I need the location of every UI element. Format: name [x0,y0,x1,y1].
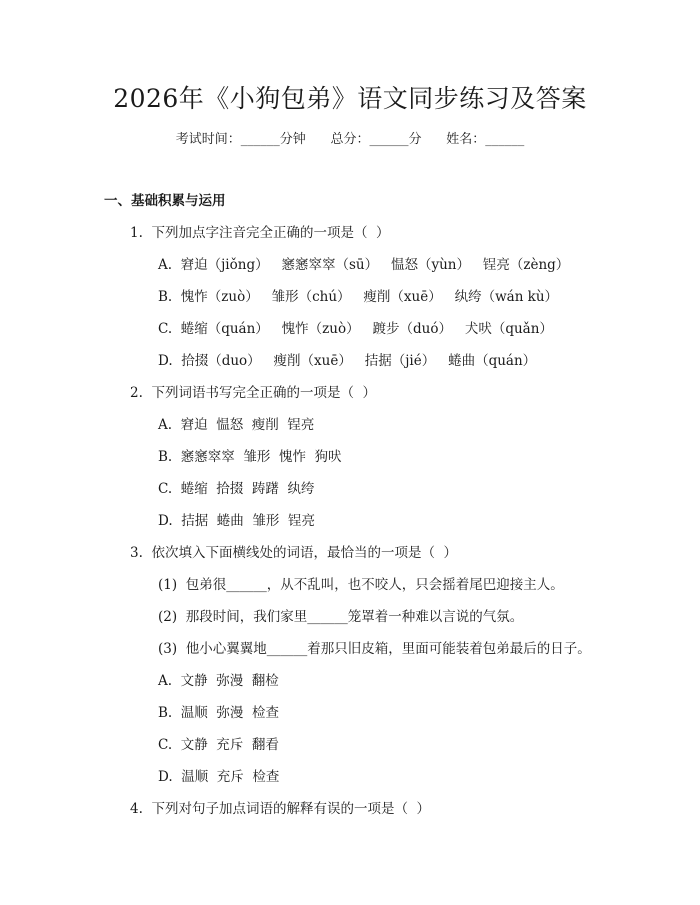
question-1-option-d: D. 拾掇（duo） 瘦削（xuē） 拮据（jié） 蜷曲（quán） [158,353,537,369]
exam-info-line: 考试时间：______分钟 总分：______分 姓名：______ [175,132,525,147]
question-2-stem: 2. 下列词语书写完全正确的一项是（ ） [130,385,377,401]
question-1-option-a: A. 窘迫（jiǒng） 窸窸窣窣（sū） 愠怒（yùn） 锃亮（zèng） [158,257,570,273]
question-3-sentence-2: (2) 那段时间，我们家里______笼罩着一种难以言说的气氛。 [158,609,524,625]
question-1-stem: 1. 下列加点字注音完全正确的一项是（ ） [130,225,390,241]
section-heading: 一、基础积累与运用 [104,193,226,209]
document-title: 2026年《小狗包弟》语文同步练习及答案 [113,84,587,113]
question-2-option-d: D. 拮据 蜷曲 雏形 锃亮 [158,513,315,529]
question-3-option-b: B. 温顺 弥漫 检查 [158,705,279,721]
question-3-stem: 3. 依次填入下面横线处的词语，最恰当的一项是（ ） [130,545,458,561]
question-3-sentence-3: (3) 他小心翼翼地______着那只旧皮箱，里面可能装着包弟最后的日子。 [158,641,591,657]
question-2-option-b: B. 窸窸窣窣 雏形 愧怍 狗吠 [158,449,342,465]
question-3-sentence-1: (1) 包弟很______，从不乱叫，也不咬人，只会摇着尾巴迎接主人。 [158,577,564,593]
question-4-stem: 4. 下列对句子加点词语的解释有误的一项是（ ） [130,801,431,817]
question-1-option-b: B. 愧怍（zuò） 雏形（chú） 瘦削（xuē） 纨绔（wán kù） [158,289,559,305]
question-2-option-c: C. 蜷缩 拾掇 踌躇 纨绔 [158,481,315,497]
question-3-option-d: D. 温顺 充斥 检查 [158,769,280,785]
question-1-option-c: C. 蜷缩（quán） 愧怍（zuò） 踱步（duó） 犬吠（quǎn） [158,321,553,337]
question-2-option-a: A. 窘迫 愠怒 瘦削 锃亮 [158,417,315,433]
question-3-option-a: A. 文静 弥漫 翻检 [158,673,279,689]
question-3-option-c: C. 文静 充斥 翻看 [158,737,279,753]
